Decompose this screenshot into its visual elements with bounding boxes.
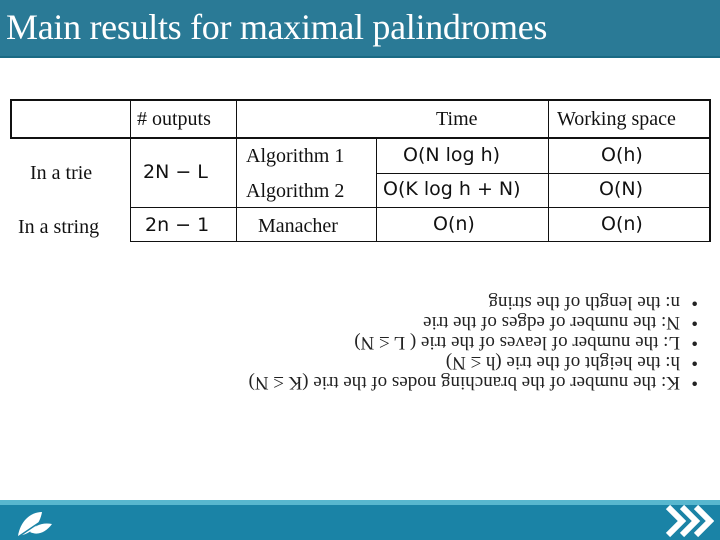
table-left-border xyxy=(10,99,12,139)
double-chevron-right-icon[interactable] xyxy=(662,503,714,539)
page-title: Main results for maximal palindromes xyxy=(6,7,548,47)
leaf-icon xyxy=(12,504,58,540)
table-top-border xyxy=(10,99,711,101)
note-text: K: the number of the branching nodes of the trie (K ≤ N) xyxy=(248,372,680,393)
note-text: h: the height of the trie (h ≤ N) xyxy=(445,352,680,373)
table-right-body-border xyxy=(709,139,711,242)
header-bottom-border xyxy=(10,137,711,139)
body-divider-4 xyxy=(548,139,549,242)
row-label-string: In a string xyxy=(18,216,100,238)
body-divider-1 xyxy=(130,139,131,242)
table-bottom-border xyxy=(130,241,711,242)
header-divider-2 xyxy=(236,99,237,139)
manacher-name: Manacher xyxy=(258,215,338,237)
algorithm-1-name: Algorithm 1 xyxy=(246,145,345,167)
note-item: •N: the number of edges of the trie xyxy=(423,312,698,333)
body-divider-2 xyxy=(236,139,237,242)
header-time: Time xyxy=(436,108,478,130)
header-outputs: # outputs xyxy=(137,108,211,130)
algorithm-2-space: O(N) xyxy=(599,178,643,200)
note-text: N: the number of edges of the trie xyxy=(423,312,680,333)
row-label-trie: In a trie xyxy=(30,162,93,184)
header-working-space: Working space xyxy=(557,108,676,130)
notes-list xyxy=(158,292,698,392)
note-item: •L: the number of leaves of the trie ( L ≤ N) xyxy=(354,332,698,353)
row-divider-2b xyxy=(376,207,711,208)
note-item: •n: the length of the string xyxy=(488,292,698,313)
table-right-border xyxy=(709,99,711,139)
algorithm-1-space: O(h) xyxy=(601,144,643,166)
note-text: L: the number of leaves of the trie ( L ≤ N) xyxy=(354,332,680,353)
body-divider-3 xyxy=(376,139,377,242)
algorithm-2-time: O(K log h + N) xyxy=(383,178,521,200)
footer-bar xyxy=(0,500,720,540)
header-divider-1 xyxy=(130,99,131,139)
algorithm-1-time: O(N log h) xyxy=(403,144,501,166)
title-bar xyxy=(0,0,720,58)
row-divider-1 xyxy=(376,173,711,174)
note-text: n: the length of the string xyxy=(488,292,680,313)
note-item: •K: the number of the branching nodes of the trie (K ≤ N) xyxy=(248,372,698,393)
manacher-space: O(n) xyxy=(601,213,643,235)
header-divider-3 xyxy=(548,99,549,139)
string-outputs: 2n − 1 xyxy=(145,214,210,236)
trie-outputs: 2N − L xyxy=(143,161,208,183)
manacher-time: O(n) xyxy=(433,213,475,235)
footer-stripe xyxy=(0,500,720,505)
algorithm-2-name: Algorithm 2 xyxy=(246,180,345,202)
note-item: •h: the height of the trie (h ≤ N) xyxy=(445,352,698,373)
